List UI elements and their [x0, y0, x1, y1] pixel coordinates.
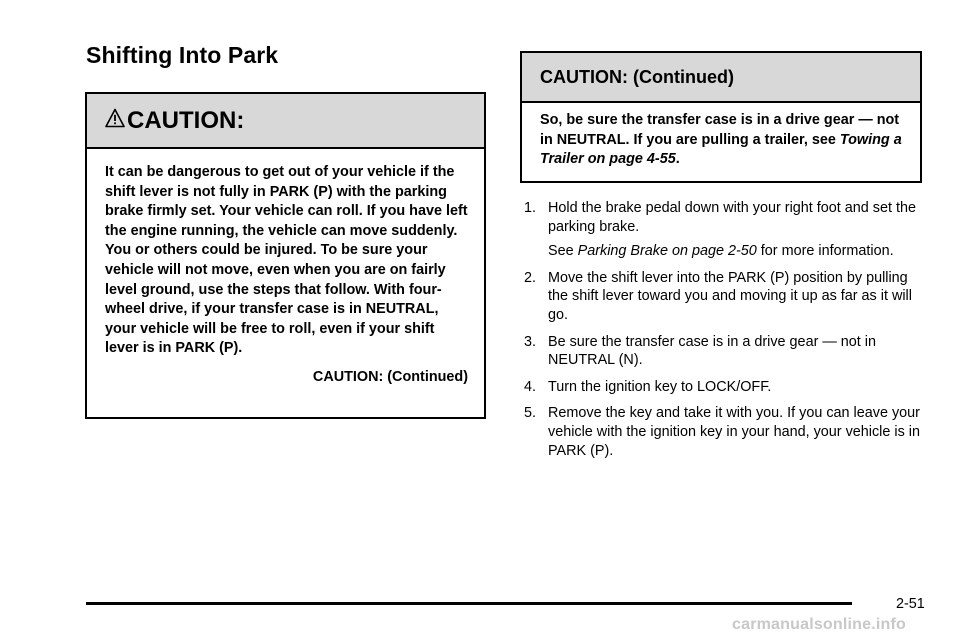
see-prefix: See [548, 243, 578, 260]
step-item [524, 404, 924, 460]
caution-continued-header [522, 53, 920, 103]
step-number: 2. [524, 269, 537, 286]
caution-body-text: It can be dangerous to get out of your vehicle if the shift lever is not fully in PARK (P) with the parking brake firmly set. Your vehicle can roll. If you have left the engine running, the vehicle can move suddenly. You or others could be injured. To be sure your vehicle will not move, even when you are on fairly level ground, use the steps that follow. With four-wheel drive, if your transfer case is in NEUTRAL, your vehicle will be free to roll, even if your shift lever is in PARK (P). [105, 164, 468, 357]
caution-continued-end: . [675, 151, 680, 168]
step-text: Hold the brake pedal down with your right foot and set the parking brake. [548, 200, 916, 235]
step-see-reference [548, 242, 924, 261]
footer-divider [86, 602, 852, 605]
step-item [524, 378, 924, 397]
warning-triangle-icon [105, 108, 125, 128]
caution-continued-label: CAUTION: (Continued) [312, 368, 468, 385]
parking-brake-reference: Parking Brake on page 2-50 [577, 243, 757, 260]
step-item [524, 333, 924, 370]
caution-header-label: CAUTION: [127, 106, 245, 134]
step-text: Move the shift lever into the PARK (P) position by pulling the shift lever toward you and moving it up as far as it will go. [548, 269, 912, 323]
page-title: Shifting Into Park [86, 42, 279, 68]
step-number: 5. [524, 405, 537, 422]
page-number: 2-51 [896, 596, 925, 612]
step-number: 4. [524, 378, 537, 395]
watermark-text: carmanualsonline.info [732, 616, 907, 633]
caution-continued-box [520, 51, 922, 183]
step-number: 1. [524, 200, 537, 216]
step-text: Be sure the transfer case is in a drive gear — not in NEUTRAL (N). [548, 333, 876, 369]
step-item [524, 199, 924, 261]
step-number: 3. [524, 333, 537, 350]
caution-continued-body [522, 103, 920, 170]
see-suffix: for more information. [756, 243, 894, 260]
park-steps-list [524, 199, 924, 468]
step-text: Remove the key and take it with you. If you can leave your vehicle with the ignition key in your hand, your vehicle is in PARK (P). [548, 405, 920, 459]
caution-continued-header-label: CAUTION: (Continued) [540, 66, 734, 87]
caution-header [87, 94, 484, 149]
caution-box [85, 92, 486, 419]
step-item [524, 269, 924, 325]
towing-trailer-reference: Towing a Trailer on page 4-55 [540, 131, 902, 168]
caution-continued-text: So, be sure the transfer case is in a drive gear — not in NEUTRAL. If you are pulling a trailer, see [540, 112, 900, 148]
step-text: Turn the ignition key to LOCK/OFF. [548, 378, 772, 395]
